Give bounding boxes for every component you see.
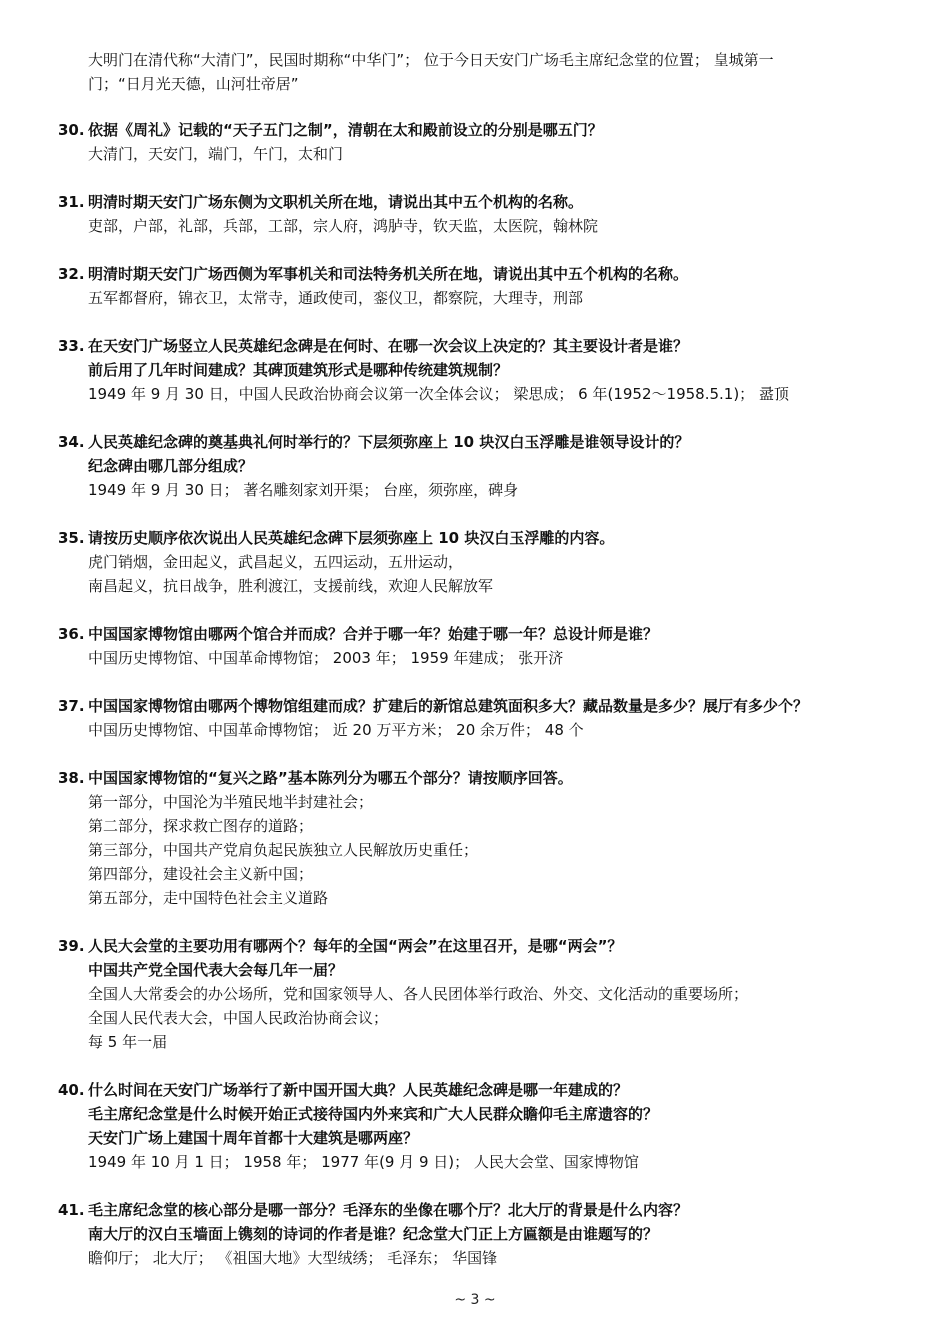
answer-text: 1949 年 9 月 30 日，中国人民政治协商会议第一次全体会议； 梁思成； 6 年(1952～1958.5.1)； 盝顶 <box>88 385 789 403</box>
question-text: 在天安门广场竖立人民英雄纪念碑是在何时、在哪一次会议上决定的？其主要设计者是谁？ <box>88 337 689 355</box>
question-item <box>58 694 928 742</box>
question-number: 34. <box>58 433 85 451</box>
answer-text: 全国人大常委会的办公场所，党和国家领导人、各人民团体举行政治、外交、文化活动的重要场所； <box>88 985 749 1003</box>
answer-text: 瞻仰厅； 北大厅； 《祖国大地》大型绒绣； 毛泽东； 华国锋 <box>88 1249 498 1267</box>
question-text: 中国共产党全国代表大会每几年一届？ <box>88 961 344 979</box>
answer-text: 中国历史博物馆、中国革命博物馆； 近 20 万平方米； 20 余万件； 48 个 <box>88 721 584 739</box>
answer-text: 大清门，天安门，端门，午门，太和门 <box>88 145 344 163</box>
question-number: 38. <box>58 769 85 787</box>
question-text: 天安门广场上建国十周年首都十大建筑是哪两座？ <box>88 1129 419 1147</box>
question-number: 35. <box>58 529 85 547</box>
answer-text: 1949 年 9 月 30 日； 著名雕刻家刘开渠； 台座，须弥座，碑身 <box>88 481 519 499</box>
question-item <box>58 262 928 310</box>
question-text: 明清时期天安门广场西侧为军事机关和司法特务机关所在地，请说出其中五个机构的名称。 <box>88 265 689 283</box>
question-text: 毛主席纪念堂的核心部分是哪一部分？毛泽东的坐像在哪个厅？北大厅的背景是什么内容？ <box>88 1201 689 1219</box>
question-text: 中国国家博物馆的“复兴之路”基本陈列分为哪五个部分？请按顺序回答。 <box>88 769 573 787</box>
answer-line: 大明门在清代称“大清门”，民国时期称“中华门”； 位于今日天安门广场毛主席纪念堂的位置； 皇城第一 <box>88 51 774 69</box>
question-item <box>58 766 928 910</box>
question-number: 39. <box>58 937 85 955</box>
page-number: ~ 3 ~ <box>454 1292 496 1308</box>
question-text: 纪念碑由哪几部分组成？ <box>88 457 254 475</box>
answer-text: 1949 年 10 月 1 日； 1958 年； 1977 年(9 月 9 日)； 人民大会堂、国家博物馆 <box>88 1153 639 1171</box>
question-number: 32. <box>58 265 85 283</box>
answer-text: 第三部分，中国共产党肩负起民族独立人民解放历史重任； <box>88 841 479 859</box>
question-text: 请按历史顺序依次说出人民英雄纪念碑下层须弥座上 10 块汉白玉浮雕的内容。 <box>88 529 615 547</box>
question-number: 31. <box>58 193 85 211</box>
question-item <box>58 430 928 502</box>
question-text: 什么时间在天安门广场举行了新中国开国大典？人民英雄纪念碑是哪一年建成的？ <box>88 1081 629 1099</box>
answer-text: 每 5 年一届 <box>88 1033 168 1051</box>
answer-text: 第四部分，建设社会主义新中国； <box>88 865 314 883</box>
answer-text: 虎门销烟，金田起义，武昌起义，五四运动，五卅运动， <box>88 553 464 571</box>
answer-text: 第一部分，中国沦为半殖民地半封建社会； <box>88 793 374 811</box>
question-item <box>58 1078 928 1174</box>
question-item <box>58 118 928 166</box>
question-item <box>58 1198 928 1270</box>
question-number: 36. <box>58 625 85 643</box>
question-text: 人民大会堂的主要功用有哪两个？每年的全国“两会”在这里召开，是哪“两会”？ <box>88 937 623 955</box>
question-item <box>58 934 928 1054</box>
question-number: 41. <box>58 1201 85 1219</box>
question-text: 人民英雄纪念碑的奠基典礼何时举行的？下层须弥座上 10 块汉白玉浮雕是谁领导设计的？ <box>88 433 690 451</box>
question-item <box>58 190 928 238</box>
question-number: 30. <box>58 121 85 139</box>
question-text: 依据《周礼》记载的“天子五门之制”，清朝在太和殿前设立的分别是哪五门？ <box>88 121 603 139</box>
answer-text: 第二部分，探求救亡图存的道路； <box>88 817 314 835</box>
intro-answer <box>88 48 908 96</box>
question-number: 40. <box>58 1081 85 1099</box>
answer-text: 南昌起义，抗日战争，胜利渡江，支援前线，欢迎人民解放军 <box>88 577 494 595</box>
question-text: 南大厅的汉白玉墙面上镌刻的诗词的作者是谁？纪念堂大门正上方匾额是由谁题写的？ <box>88 1225 659 1243</box>
answer-text: 第五部分，走中国特色社会主义道路 <box>88 889 329 907</box>
question-text: 中国国家博物馆由哪两个馆合并而成？合并于哪一年？始建于哪一年？总设计师是谁？ <box>88 625 659 643</box>
question-item <box>58 622 928 670</box>
answer-text: 五军都督府，锦衣卫，太常寺，通政使司，銮仪卫，都察院，大理寺，刑部 <box>88 289 584 307</box>
question-text: 毛主席纪念堂是什么时候开始正式接待国内外来宾和广大人民群众瞻仰毛主席遗容的？ <box>88 1105 659 1123</box>
question-text: 中国国家博物馆由哪两个博物馆组建而成？扩建后的新馆总建筑面积多大？藏品数量是多少？展厅有多少个？ <box>88 697 809 715</box>
question-item <box>58 334 928 406</box>
answer-text: 吏部，户部，礼部，兵部，工部，宗人府，鸿胪寺，钦天监，太医院，翰林院 <box>88 217 599 235</box>
question-text: 明清时期天安门广场东侧为文职机关所在地，请说出其中五个机构的名称。 <box>88 193 584 211</box>
answer-text: 中国历史博物馆、中国革命博物馆； 2003 年； 1959 年建成； 张开济 <box>88 649 564 667</box>
question-number: 37. <box>58 697 85 715</box>
question-item <box>58 526 928 598</box>
question-number: 33. <box>58 337 85 355</box>
question-text: 前后用了几年时间建成？其碑顶建筑形式是哪种传统建筑规制？ <box>88 361 509 379</box>
answer-text: 全国人民代表大会，中国人民政治协商会议； <box>88 1009 389 1027</box>
answer-line: 门；“日月光天德，山河壮帝居” <box>88 75 299 93</box>
